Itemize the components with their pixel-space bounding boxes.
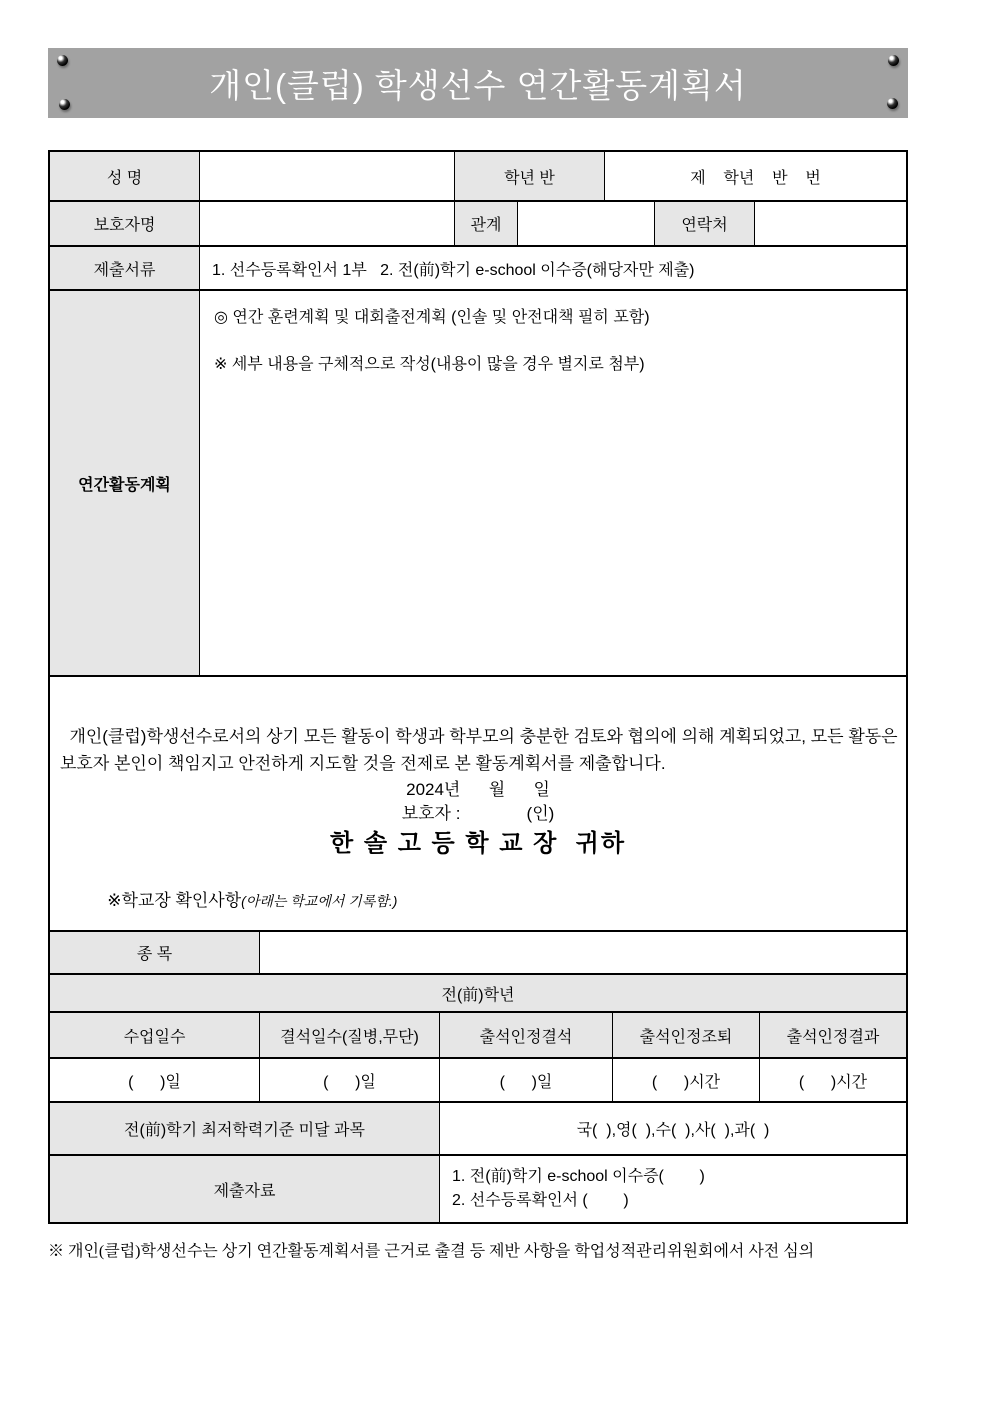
- attendance-header-recognized-early-leave: 출석인정조퇴: [613, 1013, 760, 1057]
- row-annual-plan: [50, 291, 906, 677]
- principal-check-note: [50, 862, 906, 930]
- attendance-value-recognized-early-leave[interactable]: ( )시간: [613, 1059, 760, 1101]
- row-required-docs: [50, 247, 906, 291]
- attendance-value-class-days[interactable]: ( )일: [50, 1059, 260, 1101]
- pledge-cell: [50, 677, 906, 930]
- row-event: [50, 932, 906, 975]
- row-name: [50, 152, 906, 202]
- attendance-value-recognized-result[interactable]: ( )시간: [798, 1073, 868, 1091]
- pledge-date-line[interactable]: 2024년 월 일: [406, 780, 550, 799]
- attendance-value-recognized-absence[interactable]: ( )일: [440, 1059, 613, 1101]
- submission-value-cell[interactable]: [440, 1156, 906, 1222]
- contact-input-cell[interactable]: [755, 202, 906, 245]
- row-attendance-headers: [50, 1013, 906, 1059]
- submission-label: 제출자료: [50, 1156, 440, 1222]
- principal-check-note-prefix: ※학교장 확인사항: [107, 891, 242, 910]
- footer-note: ※ 개인(클럽)학생선수는 상기 연간활동계획서를 근거로 출결 등 제반 사항을 학업성적관리위원회에서 사전 심의: [48, 1243, 815, 1260]
- row-previous-year: [50, 975, 906, 1013]
- name-label: 성 명: [50, 152, 200, 200]
- event-input-cell[interactable]: [260, 932, 906, 973]
- title-banner: [48, 48, 908, 118]
- attendance-header-recognized-result: 출석인정결과: [760, 1013, 906, 1057]
- pin-icon: [59, 99, 70, 110]
- guardian-name-label: 보호자명: [50, 202, 200, 245]
- row-guardian: [50, 202, 906, 247]
- event-label: 종 목: [50, 932, 260, 973]
- annual-plan-instruction-1: ◎ 연간 훈련계획 및 대회출전계획 (인솔 및 안전대책 필히 포함): [214, 309, 650, 326]
- attendance-value-absence-days[interactable]: ( )일: [260, 1059, 440, 1101]
- relation-label: 관계: [455, 202, 518, 245]
- annual-plan-instruction-2: ※ 세부 내용을 구체적으로 작성(내용이 많을 경우 별지로 첨부): [214, 356, 645, 373]
- attendance-header-class-days: 수업일수: [50, 1013, 260, 1057]
- attendance-header-recognized-absence: 출석인정결석: [440, 1013, 613, 1057]
- attendance-header-absence-days: 결석일수(질병,무단): [260, 1013, 440, 1057]
- row-attendance-values: [50, 1059, 906, 1103]
- below-standard-value[interactable]: 국( ),영( ),수( ),사( ),과( ): [576, 1122, 770, 1139]
- principal-check-note-italic: (아래는 학교에서 기록함.): [241, 893, 398, 909]
- form-table: [48, 150, 908, 1224]
- relation-input-cell[interactable]: [518, 202, 655, 245]
- row-submission: [50, 1156, 906, 1222]
- previous-year-header: 전(前)학년: [50, 975, 906, 1011]
- name-input-cell[interactable]: [200, 152, 455, 200]
- pledge-addressee: 한 솔 고 등 학 교 장 귀하: [330, 830, 626, 857]
- pin-icon: [57, 55, 68, 66]
- row-below-standard: [50, 1103, 906, 1156]
- grade-class-label: 학년 반: [455, 152, 605, 200]
- grade-class-value[interactable]: 제 학년 반 번: [690, 169, 821, 187]
- required-docs-value: 1. 선수등록확인서 1부 2. 전(前)학기 e-school 이수증(해당자만 제출): [212, 261, 695, 279]
- pledge-guardian-sign-line[interactable]: 보호자 : (인): [401, 804, 555, 823]
- submission-item-2: 2. 선수등록확인서 ( ): [452, 1192, 629, 1209]
- guardian-name-input-cell[interactable]: [200, 202, 455, 245]
- pledge-body-text: 개인(클럽)학생선수로서의 상기 모든 활동이 학생과 학부모의 충분한 검토와 협의에 의해 계획되었고, 모든 활동은 보호자 본인이 책임지고 안전하게 지도할 것을 전제로 본 활동계획서를 제출합니다.: [60, 727, 903, 773]
- submission-item-1: 1. 전(前)학기 e-school 이수증( ): [452, 1168, 705, 1185]
- below-standard-label: 전(前)학기 최저학력기준 미달 과목: [50, 1103, 440, 1154]
- annual-plan-input-area[interactable]: [200, 291, 906, 675]
- row-pledge: [50, 677, 906, 932]
- pin-icon: [888, 55, 899, 66]
- contact-label: 연락처: [655, 202, 755, 245]
- pin-icon: [887, 98, 898, 109]
- page-title: 개인(클럽) 학생선수 연간활동계획서: [209, 66, 747, 104]
- required-docs-label: 제출서류: [50, 247, 200, 289]
- annual-plan-label: 연간활동계획: [50, 291, 200, 675]
